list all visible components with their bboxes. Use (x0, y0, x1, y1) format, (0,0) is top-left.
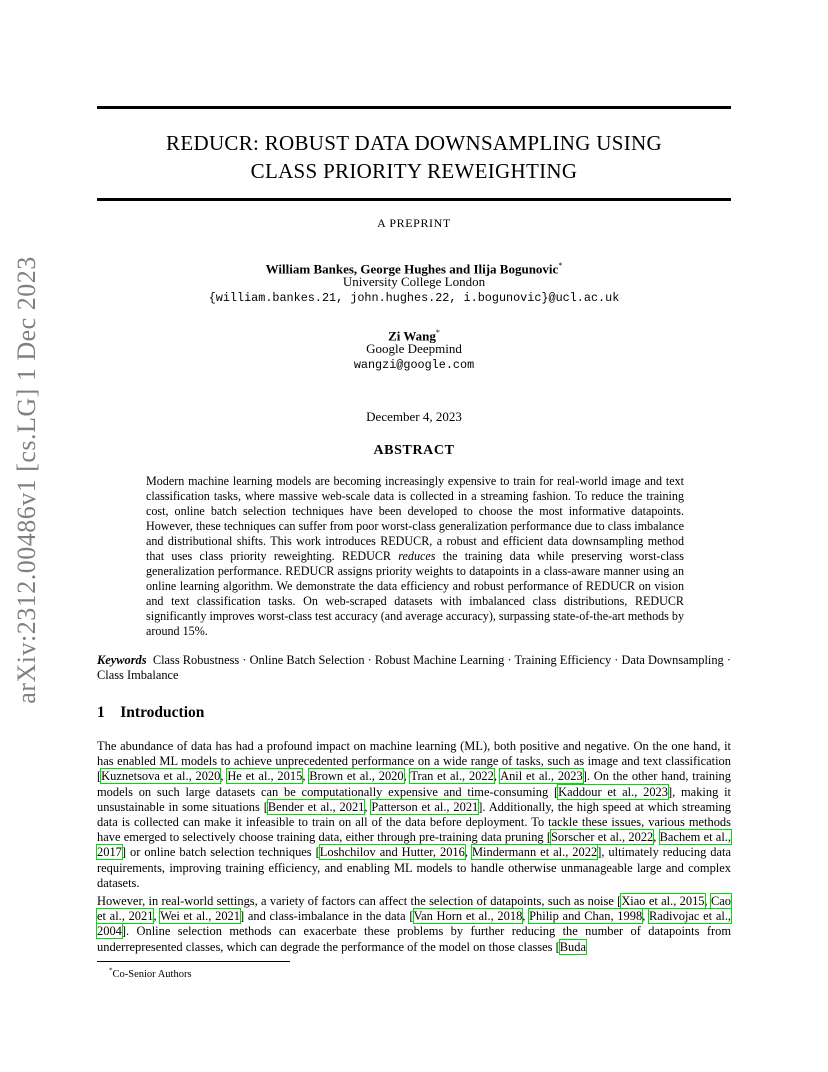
citation-link[interactable]: Mindermann et al., 2022 (471, 845, 598, 860)
intro-paragraph-2 (97, 894, 731, 955)
citation-link[interactable]: Kaddour et al., 2023 (558, 784, 668, 799)
section-1-heading (97, 704, 731, 722)
preprint-label: A PREPRINT (377, 216, 451, 230)
citation-link[interactable]: Cao et al., 2021 (97, 894, 731, 924)
citation-separator: , (403, 769, 411, 784)
citation-link[interactable]: Anil et al., 2023 (500, 769, 583, 784)
paper-title-line-2: CLASS PRIORITY REWEIGHTING (250, 159, 578, 183)
footnote-rule (97, 961, 290, 962)
citation-separator: , (493, 769, 501, 784)
arxiv-stamp-text: arXiv:2312.00486v1 [cs.LG] 1 Dec 2023 (12, 256, 41, 704)
citation-separator: , (642, 909, 650, 924)
citation-separator: , (153, 909, 161, 924)
footnote-mark: * (109, 966, 113, 974)
citation-link[interactable]: Loshchilov and Hutter, 2016 (319, 845, 465, 860)
paragraph-text: The abundance of data has had a profound impact on machine learning (ML), both positive and negative. On the one hand, it has enabled ML models to achieve unprecedented performance on a wide range of tasks, such as image and text classification [ (97, 739, 731, 784)
citation-separator: , (364, 799, 372, 814)
citation-link[interactable]: Bender et al., 2021 (267, 799, 365, 814)
title-bottom-rule (97, 198, 731, 201)
footnote (97, 964, 731, 981)
intro-paragraph-1 (97, 739, 731, 891)
paragraph-text: ], making it unsustainable in some situations [ (97, 784, 731, 814)
citation-separator: , (704, 894, 711, 908)
author-names: Zi Wang (388, 328, 436, 344)
citation-link[interactable]: Philip and Chan, 1998 (529, 909, 643, 924)
title-top-rule (97, 106, 731, 109)
abstract-heading: ABSTRACT (373, 443, 455, 458)
paragraph-text: ]. On the other hand, training models on such large datasets can be computationally expensive and time-consuming [ (97, 769, 731, 799)
abstract-body (146, 474, 684, 639)
author-group-2-email[interactable]: wangzi@google.com (353, 358, 475, 372)
paragraph-text: ] or online batch selection techniques [ (121, 845, 320, 860)
footnote-text: Co-Senior Authors (112, 968, 192, 980)
author-group-1-email[interactable]: {william.bankes.21, john.hughes.22, i.bogunovic}@ucl.ac.uk (208, 291, 620, 305)
author-group-2-affiliation: Google Deepmind (366, 341, 462, 356)
paragraph-text: ]. Online selection methods can exacerbate these problems by further reducing the number of datapoints from underrepresented classes, which can degrade the performance of the model on those classes [ (97, 924, 731, 954)
citation-link[interactable]: Buda (559, 939, 587, 954)
citation-link[interactable]: Van Horn et al., 2018 (413, 909, 523, 924)
keywords-text: Class Robustness · Online Batch Selection · Robust Machine Learning · Training Efficiency · Data Downsampling · Class Imbalance (97, 653, 731, 682)
citation-separator: , (302, 769, 310, 784)
citation-link[interactable]: He et al., 2015 (227, 769, 303, 784)
author-footnote-mark: * (558, 261, 563, 270)
keywords-block (97, 653, 731, 683)
author-group-1-affiliation: University College London (342, 274, 486, 289)
section-number: 1 (97, 704, 105, 721)
citation-separator: , (653, 830, 660, 845)
abstract-text-part-1: Modern machine learning models are becoming increasingly expensive to train for real-world image and text classification tasks, where massive web-scale data is collected in a streaming fashion. To reduce the training cost, online batch selection techniques have been developed to choose the most informative datapoints. However, these techniques can suffer from poor worst-class generalization performance due to class imbalance and distributional shifts. This work introduces REDUCR, a robust and efficient data downsampling method that uses class priority reweighting. REDUCR (146, 474, 684, 563)
publication-date: December 4, 2023 (366, 409, 462, 424)
citation-link[interactable]: Patterson et al., 2021 (371, 799, 479, 814)
abstract-text-italic: reduces (398, 549, 436, 563)
citation-link[interactable]: Kuznetsova et al., 2020 (101, 769, 221, 784)
citation-separator: , (464, 845, 472, 860)
citation-link[interactable]: Wei et al., 2021 (160, 909, 240, 924)
paragraph-text: ], ultimately reducing data requirements, improving training efficiency, and enabling ML models to handle otherwise unmanageable large and complex datasets. (97, 845, 732, 890)
author-names: William Bankes, George Hughes and Ilija Bogunovic (265, 261, 559, 277)
citation-link[interactable]: Sorscher et al., 2022 (551, 830, 654, 845)
paragraph-text: However, in real-world settings, a variety of factors can affect the selection of datapoints, such as noise [ (97, 894, 622, 908)
section-title: Introduction (120, 704, 205, 721)
citation-separator: , (220, 769, 228, 784)
paragraph-text: ]. Additionally, the high speed at which streaming data is collected can make it infeasible to train on all of the data before deployment. To tackle these issues, various methods have emerged to selectively choose training data, either through pre-training data pruning [ (97, 799, 732, 845)
citation-link[interactable]: Bachem et al., 2017 (97, 830, 731, 860)
paper-title-line-1: REDUCR: ROBUST DATA DOWNSAMPLING USING (166, 131, 662, 155)
author-footnote-mark: * (435, 328, 440, 337)
paragraph-text: ] and class-imbalance in the data [ (239, 909, 414, 924)
citation-link[interactable]: Brown et al., 2020 (309, 769, 404, 784)
citation-link[interactable]: Radivojac et al., 2004 (97, 909, 732, 939)
citation-link[interactable]: Xiao et al., 2015 (621, 894, 705, 908)
citation-separator: , (522, 909, 530, 924)
citation-link[interactable]: Tran et al., 2022 (410, 769, 494, 784)
abstract-text-part-2: the training data while preserving worst-class generalization performance. REDUCR assigns priority weights to datapoints in a class-aware manner using an online learning algorithm. We demonstrate the data efficiency and robust performance of REDUCR on vision and text classification tasks. On web-scraped datasets with imbalanced class distributions, REDUCR significantly improves worst-class test accuracy (and average accuracy), surpassing state-of-the-art methods by around 15%. (146, 549, 684, 638)
keywords-label: Keywords (97, 653, 147, 667)
